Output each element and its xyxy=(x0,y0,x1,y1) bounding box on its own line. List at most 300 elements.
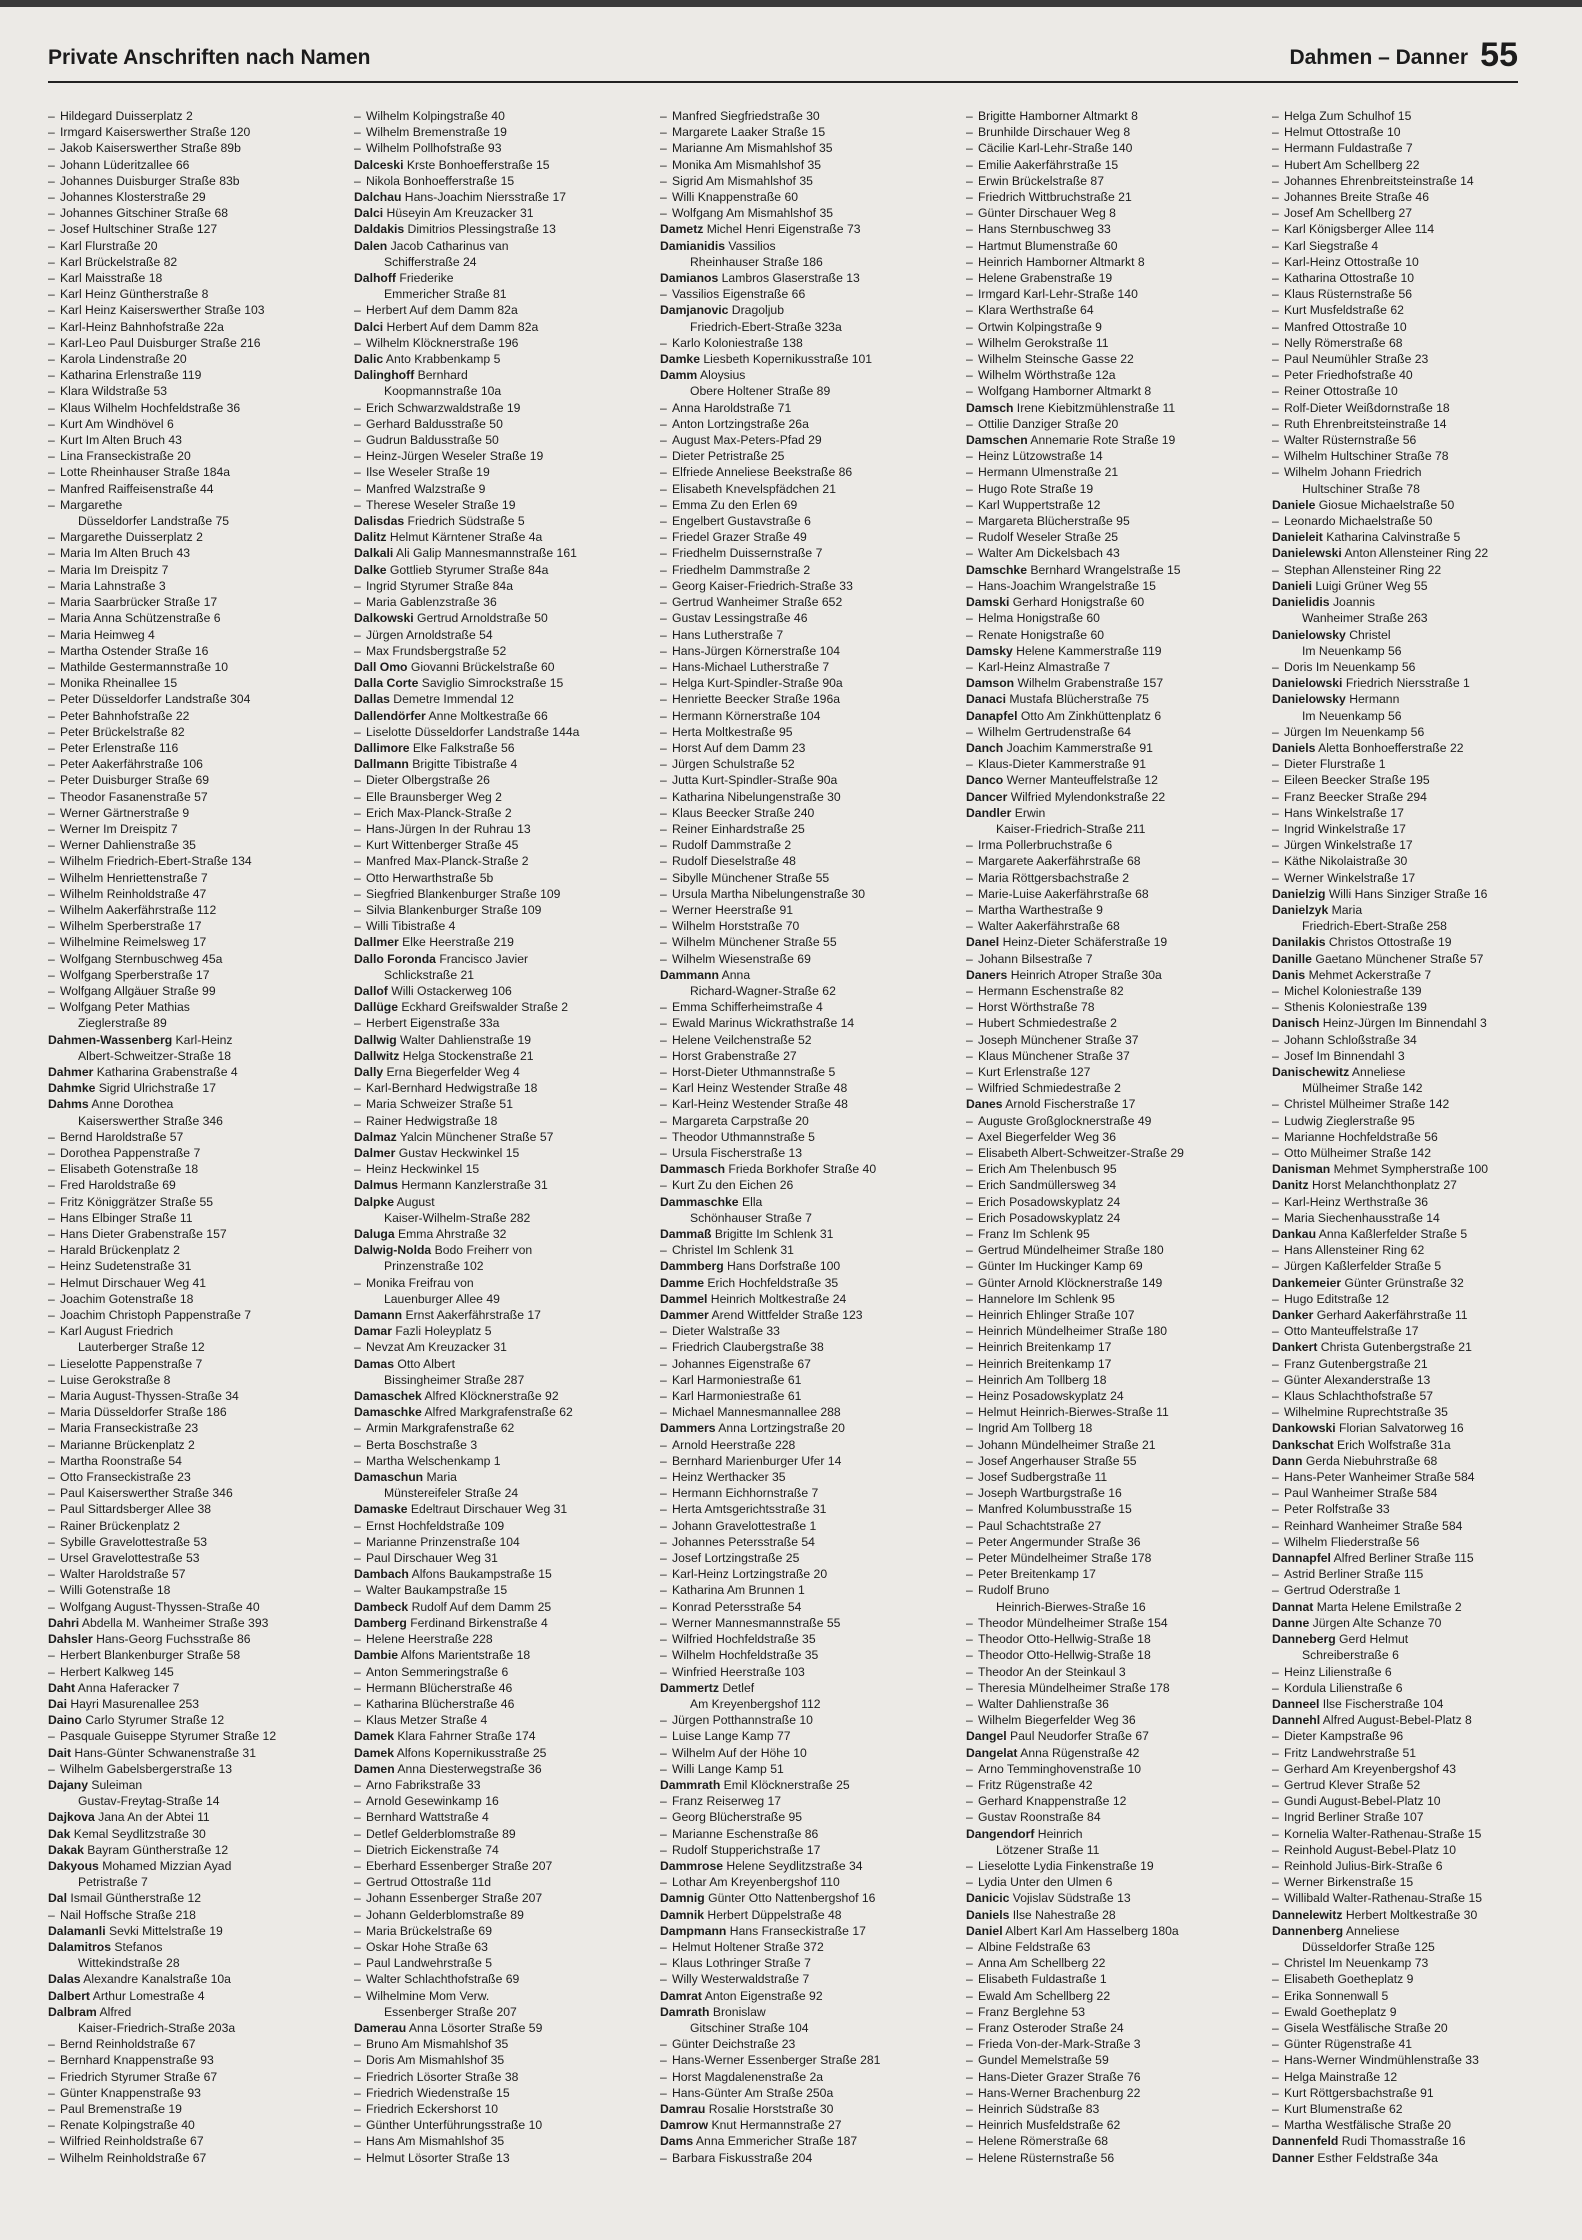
surname: Dammers xyxy=(660,1421,716,1436)
surname-entry: Dajkova Jana An der Abtei 11 xyxy=(48,1810,210,1825)
person-entry: – Wolfgang Allgäuer Straße 99 xyxy=(48,983,343,999)
surname-entry: Dalitz Helmut Kärntener Straße 4a xyxy=(354,530,543,545)
person-entry: – Sigrid Am Mismahlshof 35 xyxy=(660,173,955,189)
person-entry: – Karl Siegstraße 4 xyxy=(1272,238,1567,254)
person-entry: – Horst Magdalenenstraße 2a xyxy=(660,2069,955,2085)
person-entry: – Katharina Ottostraße 10 xyxy=(1272,270,1567,286)
person-entry: – Wilhelm Auf der Höhe 10 xyxy=(660,1745,955,1761)
address-continuation: Hultschiner Straße 78 xyxy=(1302,481,1420,496)
person-entry: – Ewald Am Schellberg 22 xyxy=(966,1988,1261,2004)
person-entry: – Maria Lahnstraße 3 xyxy=(48,578,343,594)
person-entry: – Helmut Lösorter Straße 13 xyxy=(354,2150,649,2166)
surname: Dancer xyxy=(966,789,1008,804)
person-entry: – Wilfried Schmiedestraße 2 xyxy=(966,1080,1261,1096)
surname-entry: Dalmus Hermann Kanzlerstraße 31 xyxy=(354,1178,548,1193)
person-entry: – Horst-Dieter Uthmannstraße 5 xyxy=(660,1064,955,1080)
person-entry: – Wolfgang August-Thyssen-Straße 40 xyxy=(48,1599,343,1615)
person-entry: – Paul Bremenstraße 19 xyxy=(48,2101,343,2117)
person-entry: – Peter Brückelstraße 82 xyxy=(48,724,343,740)
surname: Dangel xyxy=(966,1729,1007,1744)
person-entry: – Paul Landwehrstraße 5 xyxy=(354,1955,649,1971)
surname-entry: Dams Anna Emmericher Straße 187 xyxy=(660,2134,858,2149)
person-entry: – Peter Rolfstraße 33 xyxy=(1272,1501,1567,1517)
address-continuation: Wittekindstraße 28 xyxy=(78,1956,180,1971)
person-entry: – Otto Manteuffelstraße 17 xyxy=(1272,1323,1567,1339)
person-entry: – Theodor Otto-Hellwig-Straße 18 xyxy=(966,1647,1261,1663)
surname: Dai xyxy=(48,1696,67,1711)
person-entry: – Wilhelmine Reimelsweg 17 xyxy=(48,934,343,950)
surname: Dalen xyxy=(354,238,388,253)
person-entry: – Lydia Unter den Ulmen 6 xyxy=(966,1874,1261,1890)
person-entry: – Karl-Bernhard Hedwigstraße 18 xyxy=(354,1080,649,1096)
person-entry: – Heinz Heckwinkel 15 xyxy=(354,1161,649,1177)
person-entry: – Elisabeth Goetheplatz 9 xyxy=(1272,1971,1567,1987)
person-entry: – Bernhard Marienburger Ufer 14 xyxy=(660,1453,955,1469)
person-entry: – Axel Biegerfelder Weg 36 xyxy=(966,1129,1261,1145)
person-entry: – Hans-Werner Brachenburg 22 xyxy=(966,2085,1261,2101)
surname-entry: Danco Werner Manteuffelstraße 12 xyxy=(966,773,1158,788)
surname: Damke xyxy=(660,352,700,367)
surname: Danisch xyxy=(1272,1016,1320,1031)
person-entry: – Heinrich Breitenkamp 17 xyxy=(966,1339,1261,1355)
address-continuation: Albert-Schweitzer-Straße 18 xyxy=(78,1048,232,1063)
person-entry: – Paul Neumühler Straße 23 xyxy=(1272,351,1567,367)
person-entry: – Wolfgang Sternbuschweg 45a xyxy=(48,951,343,967)
person-entry: – Ingrid Am Tollberg 18 xyxy=(966,1420,1261,1436)
surname: Dakak xyxy=(48,1842,84,1857)
person-entry: – Gertrud Oderstraße 1 xyxy=(1272,1582,1567,1598)
surname-entry: Danneberg Gerd Helmut xyxy=(1272,1632,1409,1647)
surname-entry: Damaschke Alfred Markgrafenstraße 62 xyxy=(354,1405,573,1420)
person-entry: – Fritz Königgrätzer Straße 55 xyxy=(48,1194,343,1210)
person-entry: – Heinrich Am Tollberg 18 xyxy=(966,1372,1261,1388)
person-entry: – Rudolf Dieselstraße 48 xyxy=(660,853,955,869)
person-entry: – Helmut Holtener Straße 372 xyxy=(660,1939,955,1955)
surname-entry: Dangendorf Heinrich xyxy=(966,1826,1083,1841)
person-entry: – Gerhard Knappenstraße 12 xyxy=(966,1793,1261,1809)
person-entry: – Joseph Wartburgstraße 16 xyxy=(966,1485,1261,1501)
address-continuation: Richard-Wagner-Straße 62 xyxy=(690,983,836,998)
person-entry: – Marianne Eschenstraße 86 xyxy=(660,1826,955,1842)
surname: Damrau xyxy=(660,2101,706,2116)
person-entry: – Mathilde Gestermannstraße 10 xyxy=(48,659,343,675)
person-entry: – Klaus Münchener Straße 37 xyxy=(966,1048,1261,1064)
person-entry: – Hans-Dieter Grazer Straße 76 xyxy=(966,2069,1261,2085)
person-entry: – Maria Düsseldorfer Straße 186 xyxy=(48,1404,343,1420)
surname: Dangendorf xyxy=(966,1826,1035,1841)
person-entry: – Friedel Grazer Straße 49 xyxy=(660,529,955,545)
surname: Dandler xyxy=(966,805,1012,820)
surname: Dalwig-Nolda xyxy=(354,1243,432,1258)
person-entry: – Emma Zu den Erlen 69 xyxy=(660,497,955,513)
person-entry: – Theresia Mündelheimer Straße 178 xyxy=(966,1680,1261,1696)
surname-entry: Damski Gerhard Honigstraße 60 xyxy=(966,595,1145,610)
person-entry: – Konrad Petersstraße 54 xyxy=(660,1599,955,1615)
surname: Dallwig xyxy=(354,1032,397,1047)
surname-entry: Damberg Ferdinand Birkenstraße 4 xyxy=(354,1615,548,1630)
surname-entry: Damen Anna Diesterwegstraße 36 xyxy=(354,1761,542,1776)
person-entry: – Wilhelm Horststraße 70 xyxy=(660,918,955,934)
person-entry: – Michael Mannesmannallee 288 xyxy=(660,1404,955,1420)
address-continuation: Mülheimer Straße 142 xyxy=(1302,1081,1423,1096)
person-entry: – Heinz-Jürgen Weseler Straße 19 xyxy=(354,448,649,464)
person-entry: – Hermann Blücherstraße 46 xyxy=(354,1680,649,1696)
person-entry: – Walter Baukampstraße 15 xyxy=(354,1582,649,1598)
surname: Damschke xyxy=(966,562,1027,577)
person-entry: – Rudolf Dammstraße 2 xyxy=(660,837,955,853)
person-entry: – Helene Rüsternstraße 56 xyxy=(966,2150,1261,2166)
surname: Daniele xyxy=(1272,497,1316,512)
person-entry: – Irmgard Karl-Lehr-Straße 140 xyxy=(966,286,1261,302)
person-entry: – Günter Dirschauer Weg 8 xyxy=(966,205,1261,221)
surname: Daniels xyxy=(1272,740,1316,755)
person-entry: – Maria August-Thyssen-Straße 34 xyxy=(48,1388,343,1404)
surname-entry: Danneel Ilse Fischerstraße 104 xyxy=(1272,1696,1444,1711)
surname-entry: Dalla Corte Saviglio Simrockstraße 15 xyxy=(354,676,564,691)
person-entry: – Maria Heimweg 4 xyxy=(48,627,343,643)
person-entry: – Gisela Westfälische Straße 20 xyxy=(1272,2020,1567,2036)
person-entry: – Herbert Kalkweg 145 xyxy=(48,1664,343,1680)
surname-entry: Dammers Anna Lortzingstraße 20 xyxy=(660,1421,845,1436)
person-entry: – Peter Bahnhofstraße 22 xyxy=(48,708,343,724)
surname-entry: Dahmke Sigrid Ulrichstraße 17 xyxy=(48,1081,216,1096)
person-entry: – Hermann Fuldastraße 7 xyxy=(1272,140,1567,156)
person-entry: – Johann Mündelheimer Straße 21 xyxy=(966,1437,1261,1453)
person-entry: – Monika Am Mismahlshof 35 xyxy=(660,157,955,173)
surname: Damas xyxy=(354,1356,394,1371)
person-entry: – Peter Düsseldorfer Landstraße 304 xyxy=(48,691,343,707)
page-number: 55 xyxy=(1480,36,1518,74)
person-entry: – Herbert Auf dem Damm 82a xyxy=(354,302,649,318)
person-entry: – Karl Heinz Güntherstraße 8 xyxy=(48,286,343,302)
surname-entry: Damar Fazli Holeyplatz 5 xyxy=(354,1324,492,1339)
person-entry: – Peter Angermunder Straße 36 xyxy=(966,1534,1261,1550)
person-entry: – Heinrich Ehlinger Straße 107 xyxy=(966,1307,1261,1323)
surname: Danielowsky xyxy=(1272,627,1346,642)
surname-entry: Dannenfeld Rudi Thomasstraße 16 xyxy=(1272,2134,1466,2149)
person-entry: – Otto Franseckistraße 23 xyxy=(48,1469,343,1485)
surname: Damianidis xyxy=(660,238,726,253)
person-entry: – Johann Lüderitzallee 66 xyxy=(48,157,343,173)
person-entry: – Arno Fabrikstraße 33 xyxy=(354,1777,649,1793)
person-entry: – Joseph Münchener Straße 37 xyxy=(966,1032,1261,1048)
person-entry: – Johannes Duisburger Straße 83b xyxy=(48,173,343,189)
person-entry: – Ernst Hochfeldstraße 109 xyxy=(354,1518,649,1534)
person-entry: – Eberhard Essenberger Straße 207 xyxy=(354,1858,649,1874)
surname: Dambach xyxy=(354,1567,409,1582)
person-entry: – Margarethe xyxy=(48,497,343,513)
person-entry: – Jürgen Winkelstraße 17 xyxy=(1272,837,1567,853)
surname: Daniel xyxy=(966,1923,1003,1938)
person-entry: – Reinhard Wanheimer Straße 584 xyxy=(1272,1518,1567,1534)
person-entry: – Helmut Dirschauer Weg 41 xyxy=(48,1275,343,1291)
surname-entry: Damsky Helene Kammerstraße 119 xyxy=(966,643,1162,658)
person-entry: – Josef Angerhauser Straße 55 xyxy=(966,1453,1261,1469)
person-entry: – Erich Sandmüllersweg 34 xyxy=(966,1177,1261,1193)
surname-entry: Dandler Erwin xyxy=(966,805,1046,820)
surname-entry: Dallwig Walter Dahlienstraße 19 xyxy=(354,1032,532,1047)
surname: Damnig xyxy=(660,1891,705,1906)
person-entry: – Sybille Gravelottestraße 53 xyxy=(48,1534,343,1550)
person-entry: – Günter Rügenstraße 41 xyxy=(1272,2036,1567,2052)
surname: Damschen xyxy=(966,433,1028,448)
address-continuation: Wanheimer Straße 263 xyxy=(1302,611,1428,626)
surname: Daluga xyxy=(354,1227,395,1242)
person-entry: – Hubert Am Schellberg 22 xyxy=(1272,157,1567,173)
person-entry: – Reinhold August-Bebel-Platz 10 xyxy=(1272,1842,1567,1858)
person-entry: – Irmgard Kaiserswerther Straße 120 xyxy=(48,124,343,140)
surname: Dahmke xyxy=(48,1081,96,1096)
surname: Damrat xyxy=(660,1988,702,2003)
person-entry: – Karl Brückelstraße 82 xyxy=(48,254,343,270)
surname-entry: Danielowski Friedrich Niersstraße 1 xyxy=(1272,676,1470,691)
surname: Daniels xyxy=(966,1907,1010,1922)
person-entry: – Hans Sternbuschweg 33 xyxy=(966,221,1261,237)
page-header xyxy=(48,36,1518,80)
person-entry: – Rainer Hedwigstraße 18 xyxy=(354,1113,649,1129)
person-entry: – Karl Flurstraße 20 xyxy=(48,238,343,254)
surname: Danker xyxy=(1272,1308,1314,1323)
person-entry: – Heinz Lützowstraße 14 xyxy=(966,448,1261,464)
person-entry: – Dieter Petristraße 25 xyxy=(660,448,955,464)
person-entry: – Klaus-Dieter Kammerstraße 91 xyxy=(966,756,1261,772)
person-entry: – Johannes Gitschiner Straße 68 xyxy=(48,205,343,221)
person-entry: – Josef Hultschiner Straße 127 xyxy=(48,221,343,237)
person-entry: – Wilhelm Reinholdstraße 47 xyxy=(48,886,343,902)
surname-entry: Danch Joachim Kammerstraße 91 xyxy=(966,740,1153,755)
surname: Dambeck xyxy=(354,1599,409,1614)
surname: Dammel xyxy=(660,1291,708,1306)
person-entry: – Rainer Brückenplatz 2 xyxy=(48,1518,343,1534)
person-entry: – Theodor An der Steinkaul 3 xyxy=(966,1664,1261,1680)
person-entry: – Kurt Röttgersbachstraße 91 xyxy=(1272,2085,1567,2101)
person-entry: – Klaus Wilhelm Hochfeldstraße 36 xyxy=(48,400,343,416)
surname-entry: Dammasch Frieda Borkhofer Straße 40 xyxy=(660,1162,877,1177)
surname-entry: Danieli Luigi Grüner Weg 55 xyxy=(1272,578,1428,593)
person-entry: – Friedrich Wittbruchstraße 21 xyxy=(966,189,1261,205)
surname: Damar xyxy=(354,1324,392,1339)
person-entry: – Wilhelm Steinsche Gasse 22 xyxy=(966,351,1261,367)
surname: Dait xyxy=(48,1745,72,1760)
surname: Dalmer xyxy=(354,1146,396,1160)
surname: Dannehl xyxy=(1272,1713,1321,1728)
person-entry: – Erich Posadowskyplatz 24 xyxy=(966,1210,1261,1226)
person-entry: – Margarete Aakerfährstraße 68 xyxy=(966,853,1261,869)
address-continuation: Münstereifeler Straße 24 xyxy=(384,1486,519,1501)
person-entry: – Werner Im Dreispitz 7 xyxy=(48,821,343,837)
surname: Dahmen-Wassenberg xyxy=(48,1032,173,1047)
address-continuation: Schifferstraße 24 xyxy=(384,254,477,269)
surname-entry: Dannapfel Alfred Berliner Straße 115 xyxy=(1272,1551,1474,1566)
person-entry: – Friedrich Lösorter Straße 38 xyxy=(354,2069,649,2085)
address-continuation: Gustav-Freytag-Straße 14 xyxy=(78,1794,220,1809)
person-entry: – Helga Kurt-Spindler-Straße 90a xyxy=(660,675,955,691)
surname: Dalamanli xyxy=(48,1923,106,1938)
person-entry: – Wilhelm Pollhofstraße 93 xyxy=(354,140,649,156)
person-entry: – Friedrich Styrumer Straße 67 xyxy=(48,2069,343,2085)
person-entry: – Josef Sudbergstraße 11 xyxy=(966,1469,1261,1485)
surname: Dammertz xyxy=(660,1680,719,1695)
surname: Damaschek xyxy=(354,1389,422,1404)
address-continuation: Düsseldorfer Straße 125 xyxy=(1302,1939,1435,1954)
person-entry: – Detlef Gelderblomstraße 89 xyxy=(354,1826,649,1842)
address-continuation: Rheinhauser Straße 186 xyxy=(690,254,823,269)
person-entry: – Christel Im Neuenkamp 73 xyxy=(1272,1955,1567,1971)
person-entry: – Ewald Marinus Wickrathstraße 14 xyxy=(660,1015,955,1031)
surname-entry: Damas Otto Albert xyxy=(354,1356,455,1371)
surname-entry: Damson Wilhelm Grabenstraße 157 xyxy=(966,676,1164,691)
person-entry: – Wilhelm Gertrudenstraße 64 xyxy=(966,724,1261,740)
person-entry: – Werner Gärtnerstraße 9 xyxy=(48,805,343,821)
surname-entry: Damrath Bronislaw xyxy=(660,2004,766,2019)
person-entry: – Elfriede Anneliese Beekstraße 86 xyxy=(660,464,955,480)
person-entry: – Christel Im Schlenk 31 xyxy=(660,1242,955,1258)
surname: Dangelat xyxy=(966,1745,1018,1760)
person-entry: – Karl-Heinz Bahnhofstraße 22a xyxy=(48,319,343,335)
person-entry: – Günter Knappenstraße 93 xyxy=(48,2085,343,2101)
surname: Danielzyk xyxy=(1272,902,1329,917)
person-entry: – Brigitte Hamborner Altmarkt 8 xyxy=(966,108,1261,124)
surname-entry: Dalci Herbert Auf dem Damm 82a xyxy=(354,319,539,334)
surname-entry: Damrau Rosalie Horststraße 30 xyxy=(660,2101,834,2116)
surname: Dankschat xyxy=(1272,1437,1334,1452)
person-entry: – Maria Im Alten Bruch 43 xyxy=(48,545,343,561)
person-entry: – Wilfried Reinholdstraße 67 xyxy=(48,2133,343,2149)
surname-entry: Dalchau Hans-Joachim Niersstraße 17 xyxy=(354,190,567,205)
person-entry: – Wilhelm Wiesenstraße 69 xyxy=(660,951,955,967)
surname: Danilakis xyxy=(1272,935,1326,950)
person-entry: – Walter Dahlienstraße 36 xyxy=(966,1696,1261,1712)
person-entry: – Elisabeth Albert-Schweitzer-Straße 29 xyxy=(966,1145,1261,1161)
person-entry: – Hermann Körnerstraße 104 xyxy=(660,708,955,724)
surname-entry: Danapfel Otto Am Zinkhüttenplatz 6 xyxy=(966,708,1162,723)
person-entry: – Anna Haroldstraße 71 xyxy=(660,400,955,416)
person-entry: – Reiner Einhardstraße 25 xyxy=(660,821,955,837)
surname: Dallo Foronda xyxy=(354,951,436,966)
person-entry: – Herbert Blankenburger Straße 58 xyxy=(48,1647,343,1663)
person-entry: – Hans-Jürgen Körnerstraße 104 xyxy=(660,643,955,659)
person-entry: – Walter Schlachthofstraße 69 xyxy=(354,1971,649,1987)
person-entry: – Hermann Eschenstraße 82 xyxy=(966,983,1261,999)
surname-entry: Dammann Anna xyxy=(660,967,751,982)
person-entry: – Heinrich Hamborner Altmarkt 8 xyxy=(966,254,1261,270)
surname-entry: Daniels Aletta Bonhoefferstraße 22 xyxy=(1272,740,1464,755)
person-entry: – Monika Rheinallee 15 xyxy=(48,675,343,691)
surname: Danielowsky xyxy=(1272,692,1346,707)
surname-entry: Dahmer Katharina Grabenstraße 4 xyxy=(48,1064,238,1079)
person-entry: – Brunhilde Dirschauer Weg 8 xyxy=(966,124,1261,140)
person-entry: – Peter Erlenstraße 116 xyxy=(48,740,343,756)
surname: Damjanovic xyxy=(660,303,729,318)
person-entry: – Walter Haroldstraße 57 xyxy=(48,1566,343,1582)
person-entry: – Dieter Flurstraße 1 xyxy=(1272,756,1567,772)
surname: Dammaschke xyxy=(660,1194,739,1209)
person-entry: – Maria Röttgersbachstraße 2 xyxy=(966,870,1261,886)
person-entry: – Ursula Martha Nibelungenstraße 30 xyxy=(660,886,955,902)
person-entry: – Marie-Luise Aakerfährstraße 68 xyxy=(966,886,1261,902)
person-entry: – Bernd Haroldstraße 57 xyxy=(48,1129,343,1145)
surname-entry: Danne Jürgen Alte Schanze 70 xyxy=(1272,1615,1442,1630)
surname-entry: Daino Carlo Styrumer Straße 12 xyxy=(48,1713,225,1728)
surname: Dankert xyxy=(1272,1340,1318,1355)
person-entry: – Renate Kolpingstraße 40 xyxy=(48,2117,343,2133)
person-entry: – Ingrid Winkelstraße 17 xyxy=(1272,821,1567,837)
person-entry: – Doris Im Neuenkamp 56 xyxy=(1272,659,1567,675)
surname-entry: Damerau Anna Lösorter Straße 59 xyxy=(354,2020,543,2035)
person-entry: – Ortwin Kolpingstraße 9 xyxy=(966,319,1261,335)
address-continuation: Im Neuenkamp 56 xyxy=(1302,708,1402,723)
person-entry: – Kurt Musfeldstraße 62 xyxy=(1272,302,1567,318)
person-entry: – Willi Tibistraße 4 xyxy=(354,918,649,934)
surname-entry: Dambie Alfons Marientstraße 18 xyxy=(354,1648,531,1663)
surname: Danischewitz xyxy=(1272,1064,1350,1079)
surname-entry: Danisman Mehmet Sympherstraße 100 xyxy=(1272,1162,1489,1177)
person-entry: – Wolfgang Hamborner Altmarkt 8 xyxy=(966,383,1261,399)
person-entry: – Franz Osteroder Straße 24 xyxy=(966,2020,1261,2036)
person-entry: – Manfred Kolumbusstraße 15 xyxy=(966,1501,1261,1517)
surname: Danneberg xyxy=(1272,1632,1336,1647)
surname-entry: Damaschun Maria xyxy=(354,1470,457,1485)
person-entry: – Günther Unterführungsstraße 10 xyxy=(354,2117,649,2133)
person-entry: – Klaus Lothringer Straße 7 xyxy=(660,1955,955,1971)
person-entry: – Peter Breitenkamp 17 xyxy=(966,1566,1261,1582)
surname: Dammann xyxy=(660,967,719,982)
surname-entry: Dallüge Eckhard Greifswalder Straße 2 xyxy=(354,1000,569,1015)
surname-entry: Daniel Albert Karl Am Hasselberg 180a xyxy=(966,1923,1179,1938)
person-entry: – Karl Harmoniestraße 61 xyxy=(660,1388,955,1404)
person-entry: – Friedrich Claubergstraße 38 xyxy=(660,1339,955,1355)
surname: Dalamitros xyxy=(48,1939,111,1954)
person-entry: – Hans Lutherstraße 7 xyxy=(660,627,955,643)
person-entry: – Johann Schloßstraße 34 xyxy=(1272,1032,1567,1048)
surname-entry: Dammel Heinrich Moltkestraße 24 xyxy=(660,1291,847,1306)
surname: Damianos xyxy=(660,271,719,286)
person-entry: – Otto Mülheimer Straße 142 xyxy=(1272,1145,1567,1161)
surname-entry: Dammrose Helene Seydlitzstraße 34 xyxy=(660,1858,863,1873)
column-3 xyxy=(660,108,955,2208)
surname: Danielzig xyxy=(1272,886,1326,901)
surname: Dampmann xyxy=(660,1923,727,1938)
person-entry: – Max Frundsbergstraße 52 xyxy=(354,643,649,659)
surname-entry: Danielewski Anton Allensteiner Ring 22 xyxy=(1272,546,1489,561)
person-entry: – Harald Brückenplatz 2 xyxy=(48,1242,343,1258)
person-entry: – Karl Königsberger Allee 114 xyxy=(1272,221,1567,237)
person-entry: – Willi Lange Kamp 51 xyxy=(660,1761,955,1777)
surname: Dammaß xyxy=(660,1227,712,1242)
surname: Daino xyxy=(48,1713,82,1728)
surname: Dalic xyxy=(354,352,384,367)
surname-entry: Dakyous Mohamed Mizzian Ayad xyxy=(48,1858,232,1873)
person-entry: – Peter Aakerfährstraße 106 xyxy=(48,756,343,772)
person-entry: – Wilhelm Gerokstraße 11 xyxy=(966,335,1261,351)
person-entry: – Josef Im Binnendahl 3 xyxy=(1272,1048,1567,1064)
person-entry: – Gerhard Am Kreyenbergshof 43 xyxy=(1272,1761,1567,1777)
address-continuation: Schlickstraße 21 xyxy=(384,967,475,982)
surname-entry: Dalmaz Yalcin Münchener Straße 57 xyxy=(354,1129,554,1144)
person-entry: – Wilhelm Kolpingstraße 40 xyxy=(354,108,649,124)
person-entry: – Klaus Metzer Straße 4 xyxy=(354,1712,649,1728)
person-entry: – Reinhold Julius-Birk-Straße 6 xyxy=(1272,1858,1567,1874)
surname-entry: Damek Alfons Kopernikusstraße 25 xyxy=(354,1745,547,1760)
person-entry: – Erwin Brückelstraße 87 xyxy=(966,173,1261,189)
person-entry: – August Max-Peters-Pfad 29 xyxy=(660,432,955,448)
surname-entry: Dak Kemal Seydlitzstraße 30 xyxy=(48,1826,206,1841)
surname: Dalke xyxy=(354,562,387,577)
surname-entry: Danielzig Willi Hans Sinziger Straße 16 xyxy=(1272,886,1488,901)
surname-entry: Dannat Marta Helene Emilstraße 2 xyxy=(1272,1599,1462,1614)
person-entry: – Heinz Posadowskyplatz 24 xyxy=(966,1388,1261,1404)
person-entry: – Erich Max-Planck-Straße 2 xyxy=(354,805,649,821)
